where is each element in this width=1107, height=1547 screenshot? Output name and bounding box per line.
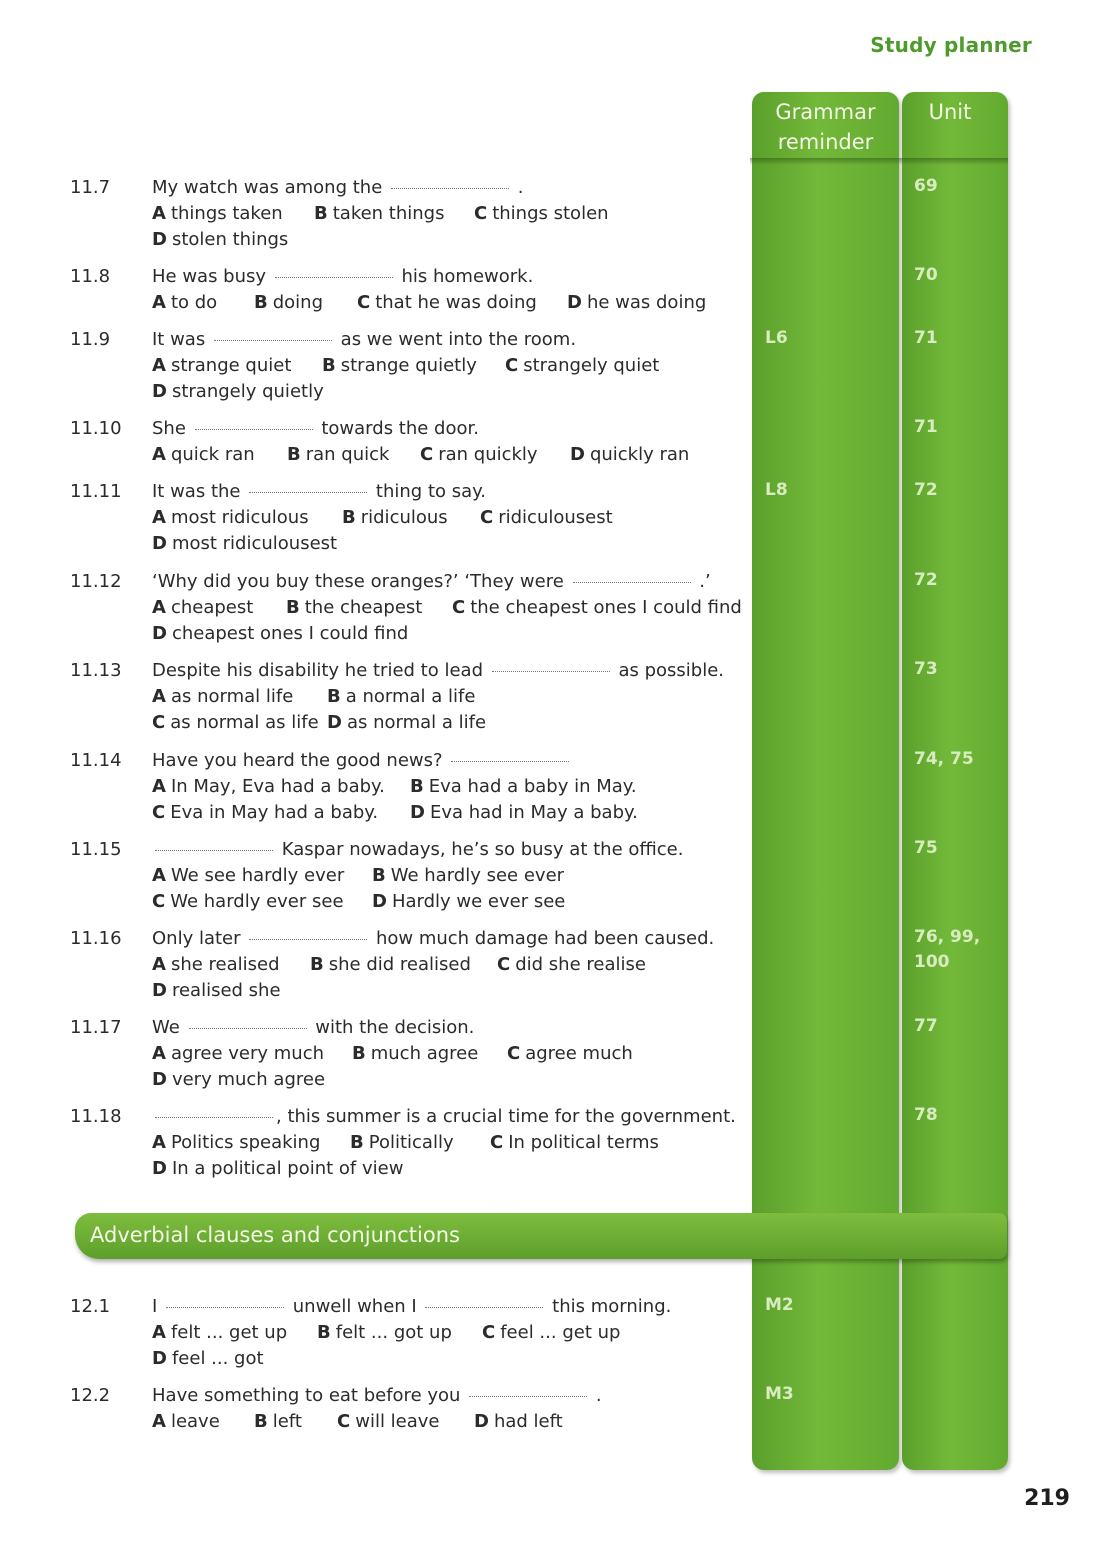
question-stem: He was busy his homework. [152,266,534,287]
option-d: D as normal a life [327,712,487,733]
option-a: A In May, Eva had a baby. [152,776,385,797]
option-c: C things stolen [474,203,609,224]
option-letter: C [452,597,466,618]
option-row [152,505,742,531]
option-d: D had left [474,1411,563,1432]
question-body [152,1015,742,1093]
option-letter: C [505,355,519,376]
option-row [152,1041,742,1067]
option-letter: C [357,292,371,313]
option-c: C did she realise [497,954,646,975]
option-d: D quickly ran [570,444,690,465]
option-letter: C [497,954,511,975]
option-row [152,978,742,1004]
option-letter: D [152,381,167,402]
option-letter: B [322,355,336,376]
question-stem: It was the thing to say. [152,481,486,502]
section-title: Adverbial clauses and conjunctions [90,1223,460,1247]
option-letter: A [152,776,166,797]
grammar-reminder-header: Grammar reminder [775,100,876,154]
option-a: A as normal life [152,686,294,707]
answer-blank [155,1115,273,1118]
unit-ref: 70 [914,265,938,285]
option-a: A she realised [152,954,280,975]
unit-ref: 76, 99, 100 [914,927,981,972]
answer-blank [469,1394,587,1397]
option-letter: A [152,292,166,313]
option-a: A leave [152,1411,220,1432]
option-c: C ridiculousest [480,507,613,528]
option-a: A We see hardly ever [152,865,345,886]
question-stem: It was as we went into the room. [152,329,577,350]
question-body [152,658,742,736]
section-heading-bar [75,1213,1007,1259]
option-letter: A [152,865,166,886]
option-a: A to do [152,292,218,313]
question-body [152,1383,742,1435]
option-letter: C [152,712,166,733]
option-b: B ridiculous [342,507,448,528]
option-c: C that he was doing [357,292,537,313]
answer-blank [166,1305,284,1308]
question-number: 12.1 [70,1296,111,1317]
question-body [152,175,742,253]
option-letter: B [254,1411,268,1432]
unit-ref: 71 [914,417,938,437]
answer-blank [155,848,273,851]
question-number: 11.9 [70,329,111,350]
option-d: D cheapest ones I could find [152,623,409,644]
option-row [152,1130,742,1156]
option-letter: C [507,1043,521,1064]
option-letter: A [152,507,166,528]
option-row [152,863,742,889]
option-letter: C [420,444,434,465]
answer-blank [275,275,393,278]
option-d: D strangely quietly [152,381,324,402]
option-letter: A [152,1322,166,1343]
option-letter: A [152,1132,166,1153]
option-a: A Politics speaking [152,1132,321,1153]
option-letter: C [474,203,488,224]
answer-blank [195,427,313,430]
option-letter: B [310,954,324,975]
unit-ref: 69 [914,176,938,196]
grammar-reminder-ref: M2 [765,1295,794,1315]
option-b: B the cheapest [286,597,423,618]
option-a: A strange quiet [152,355,292,376]
option-row [152,774,742,800]
unit-column [902,92,1008,1470]
option-d: D Eva had in May a baby. [410,802,638,823]
answer-blank [189,1026,307,1029]
question-number: 12.2 [70,1385,111,1406]
question-number: 11.17 [70,1017,122,1038]
answer-blank [391,186,509,189]
option-letter: D [567,292,582,313]
option-letter: C [490,1132,504,1153]
question-body [152,327,742,405]
option-a: A quick ran [152,444,255,465]
option-c: C ran quickly [420,444,538,465]
question-stem: Kaspar nowadays, he’s so busy at the office. [152,837,742,863]
option-letter: C [337,1411,351,1432]
question-body [152,264,742,316]
option-letter: D [410,802,425,823]
unit-ref: 72 [914,480,938,500]
option-row [152,621,742,647]
grammar-reminder-column [752,92,899,1470]
option-letter: C [480,507,494,528]
option-b: B a normal a life [327,686,476,707]
question-number: 11.16 [70,928,122,949]
option-letter: D [152,1069,167,1090]
option-row [152,684,742,710]
grammar-reminder-ref: L8 [765,480,788,500]
option-letter: B [254,292,268,313]
option-letter: A [152,686,166,707]
option-a: A most ridiculous [152,507,309,528]
option-b: B left [254,1411,302,1432]
option-row [152,379,742,405]
unit-ref: 71 [914,328,938,348]
option-b: B doing [254,292,324,313]
option-b: B We hardly see ever [372,865,565,886]
option-letter: D [152,623,167,644]
option-letter: D [152,1348,167,1369]
option-b: B felt ... got up [317,1322,452,1343]
option-letter: A [152,1411,166,1432]
option-letter: D [372,891,387,912]
option-b: B taken things [314,203,445,224]
question-body [152,748,742,826]
option-letter: B [314,203,328,224]
question-stem: , this summer is a crucial time for the government. [152,1104,742,1130]
question-number: 11.8 [70,266,111,287]
unit-ref: 72 [914,570,938,590]
option-d: D Hardly we ever see [372,891,566,912]
option-row [152,952,742,978]
option-letter: A [152,444,166,465]
option-row [152,531,742,557]
option-d: D stolen things [152,229,289,250]
option-b: B Politically [350,1132,454,1153]
option-row [152,1067,742,1093]
question-stem: My watch was among the . [152,177,524,198]
grammar-reminder-ref: L6 [765,328,788,348]
option-row [152,595,742,621]
answer-blank [492,669,610,672]
option-c: C In political terms [490,1132,659,1153]
option-letter: B [286,597,300,618]
column-header-divider [750,158,1008,165]
question-body [152,1104,742,1182]
question-stem: Despite his disability he tried to lead as possible. [152,660,725,681]
option-row [152,201,742,227]
option-letter: A [152,954,166,975]
answer-blank [451,759,569,762]
unit-header: Unit [928,100,972,124]
option-letter: B [410,776,424,797]
option-row [152,1409,742,1435]
option-d: D In a political point of view [152,1158,404,1179]
option-b: B much agree [352,1043,479,1064]
question-body [152,926,742,1004]
option-letter: D [570,444,585,465]
question-body [152,1294,742,1372]
option-c: C as normal as life [152,712,319,733]
page-header-title: Study planner [870,33,1032,57]
unit-ref: 75 [914,838,938,858]
option-c: C the cheapest ones I could find [452,597,742,618]
option-row [152,1320,742,1346]
option-letter: A [152,597,166,618]
option-letter: D [327,712,342,733]
option-c: C agree much [507,1043,633,1064]
unit-ref: 78 [914,1105,938,1125]
option-a: A agree very much [152,1043,325,1064]
question-number: 11.11 [70,481,122,502]
option-letter: D [152,980,167,1001]
option-letter: D [474,1411,489,1432]
option-letter: A [152,1043,166,1064]
answer-blank [425,1305,543,1308]
option-letter: C [482,1322,496,1343]
question-number: 11.14 [70,750,122,771]
option-letter: C [152,891,166,912]
question-number: 11.12 [70,571,122,592]
option-d: D realised she [152,980,281,1001]
question-stem: Only later how much damage had been caused. [152,928,715,949]
question-stem: We with the decision. [152,1017,475,1038]
option-d: D he was doing [567,292,707,313]
option-a: A cheapest [152,597,254,618]
option-d: D feel ... got [152,1348,264,1369]
option-c: C Eva in May had a baby. [152,802,379,823]
option-letter: C [152,802,166,823]
question-number: 11.13 [70,660,122,681]
question-body [152,416,742,468]
option-c: C will leave [337,1411,440,1432]
unit-ref: 77 [914,1016,938,1036]
question-stem: Have you heard the good news? [152,748,742,774]
option-b: B she did realised [310,954,471,975]
answer-blank [573,580,691,583]
answer-blank [249,937,367,940]
option-b: B strange quietly [322,355,477,376]
unit-ref: 74, 75 [914,749,974,769]
option-row [152,800,742,826]
option-letter: B [352,1043,366,1064]
option-letter: B [317,1322,331,1343]
grammar-reminder-ref: M3 [765,1384,794,1404]
option-row [152,353,742,379]
option-letter: D [152,229,167,250]
option-c: C We hardly ever see [152,891,344,912]
option-letter: B [350,1132,364,1153]
page-number: 219 [1024,1486,1070,1511]
option-d: D very much agree [152,1069,326,1090]
option-row [152,290,742,316]
option-letter: B [287,444,301,465]
option-row [152,1156,742,1182]
option-row [152,710,742,736]
option-b: B ran quick [287,444,390,465]
question-stem: ‘Why did you buy these oranges?’ ‘They were .’ [152,571,711,592]
question-body [152,569,742,647]
question-body [152,837,742,915]
question-stem: I unwell when I this morning. [152,1296,672,1317]
question-number: 11.18 [70,1106,122,1127]
answer-blank [249,490,367,493]
question-number: 11.10 [70,418,122,439]
option-letter: D [152,1158,167,1179]
unit-ref: 73 [914,659,938,679]
option-c: C feel ... get up [482,1322,621,1343]
question-stem: Have something to eat before you . [152,1385,602,1406]
option-letter: D [152,533,167,554]
question-number: 11.15 [70,839,122,860]
option-letter: B [372,865,386,886]
option-row [152,442,742,468]
option-row [152,889,742,915]
option-a: A felt ... get up [152,1322,288,1343]
question-number: 11.7 [70,177,111,198]
option-letter: A [152,203,166,224]
option-b: B Eva had a baby in May. [410,776,637,797]
question-stem: She towards the door. [152,418,479,439]
option-c: C strangely quiet [505,355,660,376]
option-letter: A [152,355,166,376]
option-a: A things taken [152,203,283,224]
question-body [152,479,742,557]
option-d: D most ridiculousest [152,533,338,554]
option-letter: B [342,507,356,528]
option-letter: B [327,686,341,707]
answer-blank [214,338,332,341]
option-row [152,1346,742,1372]
option-row [152,227,742,253]
